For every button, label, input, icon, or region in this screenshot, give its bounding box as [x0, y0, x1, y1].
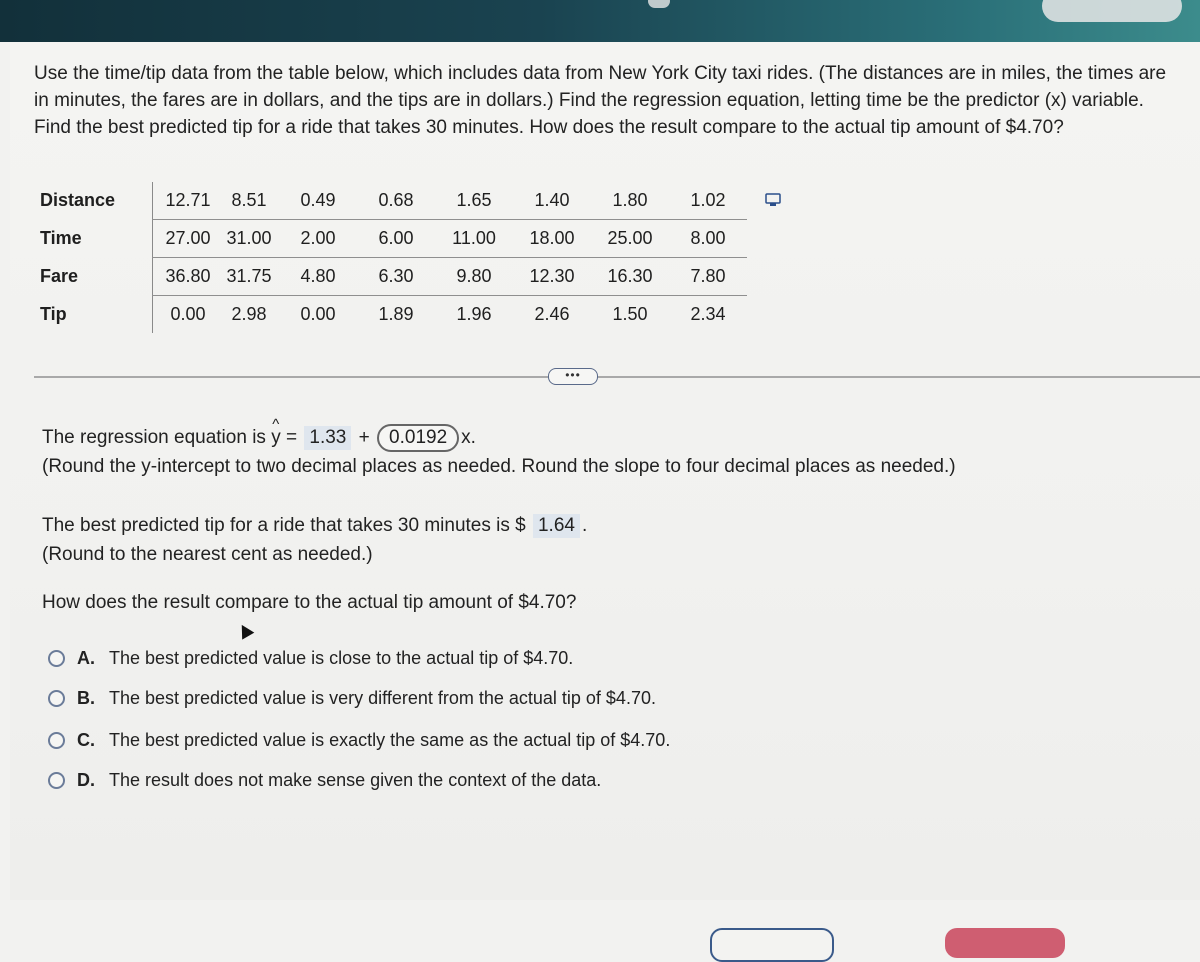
table-cell: 25.00: [591, 220, 669, 258]
table-cell: 16.30: [591, 258, 669, 296]
expand-more-button[interactable]: •••: [548, 368, 598, 385]
table-cell: 1.65: [435, 182, 513, 220]
row-label: Tip: [40, 303, 67, 324]
table-cell: 0.00: [153, 296, 220, 334]
compare-question: How does the result compare to the actual tip amount of $4.70?: [42, 592, 577, 613]
table-cell: 1.80: [591, 182, 669, 220]
table-cell: 31.75: [219, 258, 279, 296]
table-cell: 4.80: [279, 258, 357, 296]
table-cell: 1.96: [456, 304, 492, 324]
equals-sign: =: [285, 427, 298, 448]
prediction-rounding-note: (Round to the nearest cent as needed.): [42, 544, 373, 565]
radio-button-icon[interactable]: [48, 772, 65, 789]
option-c[interactable]: [48, 730, 670, 751]
option-b[interactable]: [48, 688, 656, 709]
y-hat: ^ y: [271, 427, 281, 449]
section-divider: [34, 376, 1200, 378]
option-letter: C.: [77, 730, 95, 750]
intercept-answer[interactable]: 1.33: [304, 426, 351, 450]
table-cell: 1.50: [612, 304, 648, 324]
plus-sign: +: [358, 427, 370, 448]
option-d[interactable]: [48, 770, 601, 791]
table-cell: 2.98: [231, 304, 267, 324]
option-letter: B.: [77, 688, 95, 708]
option-letter: D.: [77, 770, 95, 790]
table-cell: 6.00: [357, 220, 435, 258]
regression-rounding-note: (Round the y-intercept to two decimal places as needed. Round the slope to four decimal places as needed.): [42, 456, 956, 477]
radio-button-icon[interactable]: [48, 690, 65, 707]
regression-suffix: x.: [461, 427, 476, 448]
option-text: The result does not make sense given the context of the data.: [109, 770, 602, 790]
table-cell: 6.30: [357, 258, 435, 296]
table-cell: 18.00: [513, 220, 591, 258]
table-cell: 7.80: [669, 258, 747, 296]
table-cell: 9.80: [435, 258, 513, 296]
table-cell: 0.68: [357, 182, 435, 220]
table-cell: 1.89: [378, 304, 414, 324]
table-cell: 0.00: [300, 304, 336, 324]
question-page: [10, 42, 1200, 900]
option-text: The best predicted value is very different from the actual tip of $4.70.: [109, 688, 656, 708]
table-cell: 0.49: [279, 182, 357, 220]
table-cell: 36.80: [153, 258, 220, 296]
top-right-button[interactable]: [1042, 0, 1182, 22]
table-cell: 12.30: [513, 258, 591, 296]
radio-button-icon[interactable]: [48, 732, 65, 749]
table-cell: 8.00: [669, 220, 747, 258]
table-row-time: [40, 220, 747, 258]
table-cell: 1.40: [513, 182, 591, 220]
table-row-fare: [40, 258, 747, 296]
option-a[interactable]: [48, 648, 573, 669]
table-cell: 8.51: [219, 182, 279, 220]
regression-line: [42, 424, 476, 452]
copy-table-icon[interactable]: [765, 193, 781, 207]
table-cell: 2.34: [690, 304, 726, 324]
table-cell: 2.00: [279, 220, 357, 258]
data-table: [40, 182, 747, 333]
row-label: Distance: [40, 190, 116, 211]
table-cell: 1.02: [669, 182, 747, 220]
table-cell: 11.00: [435, 220, 513, 258]
table-cell: 2.46: [534, 304, 570, 324]
regression-prefix: The regression equation is: [42, 427, 266, 448]
slope-answer[interactable]: 0.0192: [377, 424, 459, 452]
table-row-distance: [40, 182, 747, 220]
browser-top-bar: [0, 0, 1200, 42]
bottom-outline-button[interactable]: [710, 928, 834, 962]
option-text: The best predicted value is exactly the same as the actual tip of $4.70.: [109, 730, 671, 750]
radio-button-icon[interactable]: [48, 650, 65, 667]
question-text: Use the time/tip data from the table below, which includes data from New York City taxi rides. (The distances are in miles, the times are in minutes, the fares are in dollars, and the tips are in dollars.) Find the regression equation, letting time be the predictor (x) variable. Find the best predicted tip for a ride that takes 30 minutes. How does the result compare to the actual tip amount of $4.70?: [34, 63, 1167, 138]
row-label: Time: [40, 228, 82, 248]
option-text: The best predicted value is close to the actual tip of $4.70.: [109, 648, 574, 668]
table-cell: 12.71: [153, 182, 220, 220]
table-cell: 27.00: [153, 220, 220, 258]
predicted-tip-answer[interactable]: 1.64: [533, 514, 580, 538]
row-label: Fare: [40, 266, 79, 286]
table-row-tip: [40, 296, 747, 334]
prediction-prefix: The best predicted tip for a ride that takes 30 minutes is $: [42, 515, 526, 536]
table-cell: 31.00: [219, 220, 279, 258]
bottom-primary-button[interactable]: [945, 928, 1065, 958]
prediction-line: [42, 514, 587, 538]
mouse-pointer-icon: [236, 621, 255, 639]
top-tab-nub: [648, 0, 670, 8]
option-letter: A.: [77, 648, 95, 668]
prediction-suffix: .: [581, 515, 588, 536]
